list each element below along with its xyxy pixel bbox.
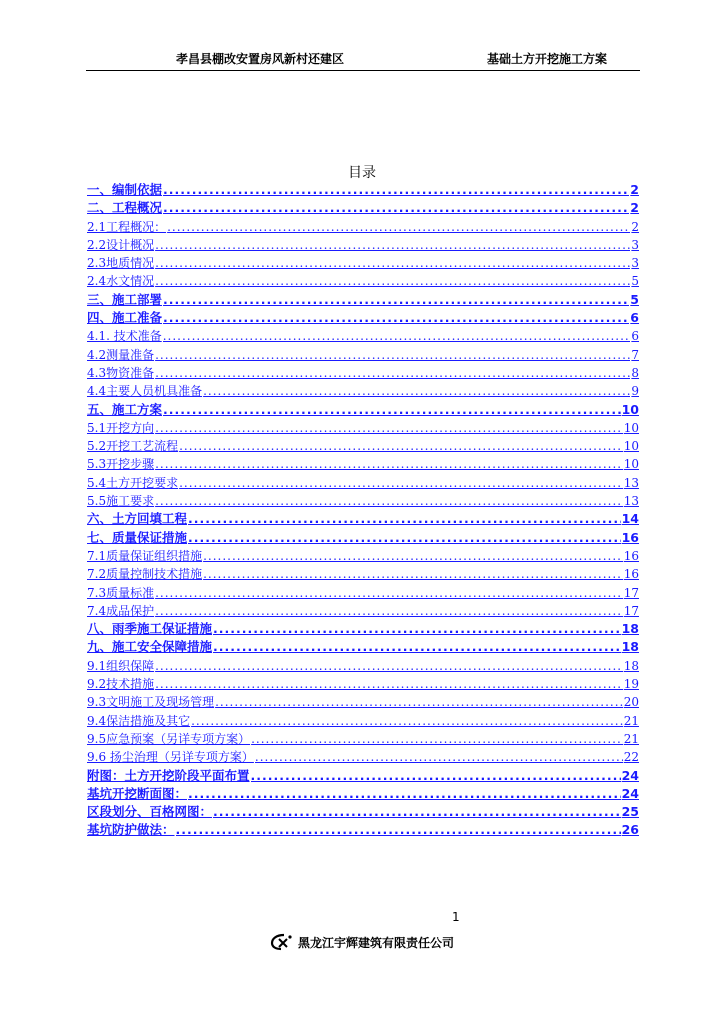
toc-entry-page: 9 bbox=[631, 384, 639, 399]
toc-entry-label: 9.6 扬尘治理（另详专项方案） bbox=[87, 750, 254, 765]
toc-entry[interactable] bbox=[87, 584, 639, 602]
toc-leader-dots bbox=[251, 767, 621, 785]
page-footer bbox=[270, 932, 454, 952]
toc-entry-page: 8 bbox=[631, 365, 639, 380]
toc-leader-dots bbox=[191, 712, 623, 730]
toc-leader-dots bbox=[155, 346, 630, 364]
toc-entry[interactable] bbox=[87, 181, 639, 199]
toc-entry-page: 2 bbox=[631, 219, 639, 234]
toc-entry[interactable] bbox=[87, 803, 639, 821]
toc-entry-label: 5.4土方开挖要求 bbox=[87, 475, 179, 490]
toc-entry[interactable] bbox=[87, 272, 639, 290]
page-header bbox=[0, 50, 724, 70]
toc-entry-page: 18 bbox=[623, 658, 639, 673]
toc-entry-label: 附图：土方开挖阶段平面布置 bbox=[87, 767, 250, 783]
toc-entry[interactable] bbox=[87, 748, 639, 766]
toc-leader-dots bbox=[179, 437, 623, 455]
header-divider bbox=[86, 70, 640, 71]
toc-entry-page: 17 bbox=[623, 585, 639, 600]
toc-entry[interactable] bbox=[87, 346, 639, 364]
toc-entry[interactable] bbox=[87, 455, 639, 473]
toc-entry[interactable] bbox=[87, 254, 639, 272]
toc-leader-dots bbox=[215, 693, 623, 711]
toc-leader-dots bbox=[203, 547, 623, 565]
toc-entry-label: 区段划分、百格网图： bbox=[87, 804, 213, 820]
toc-entry-page: 10 bbox=[623, 457, 639, 472]
toc-entry-page: 10 bbox=[623, 420, 639, 435]
toc-entry-page: 6 bbox=[631, 329, 639, 344]
toc-entry-label: 7.4成品保护 bbox=[87, 603, 155, 618]
toc-entry-page: 2 bbox=[630, 200, 639, 216]
toc-leader-dots bbox=[167, 218, 630, 236]
toc-entry-page: 10 bbox=[623, 439, 639, 454]
toc-entry-label: 9.5应急预案（另详专项方案） bbox=[87, 731, 251, 746]
toc-leader-dots bbox=[155, 657, 623, 675]
toc-entry[interactable] bbox=[87, 291, 639, 309]
toc-entry[interactable] bbox=[87, 675, 639, 693]
toc-entry-page: 19 bbox=[623, 677, 639, 692]
toc-entry[interactable] bbox=[87, 693, 639, 711]
toc-entry-label: 一、编制依据 bbox=[87, 182, 163, 197]
toc-entry[interactable] bbox=[87, 712, 639, 730]
toc-leader-dots bbox=[155, 584, 623, 602]
header-document-title: 基础土方开挖施工方案 bbox=[487, 52, 608, 66]
toc-leader-dots bbox=[213, 638, 621, 656]
toc-entry-page: 14 bbox=[621, 511, 639, 527]
toc-entry-page: 17 bbox=[623, 603, 639, 618]
toc-entry[interactable] bbox=[87, 437, 639, 455]
toc-entry-page: 13 bbox=[623, 494, 639, 509]
toc-leader-dots bbox=[155, 364, 630, 382]
toc-entry-label: 9.3文明施工及现场管理 bbox=[87, 695, 215, 710]
toc-entry-page: 10 bbox=[621, 401, 639, 417]
toc-entry-label: 基坑防护做法： bbox=[87, 822, 175, 838]
toc-entry-label: 2.3地质情况 bbox=[87, 256, 155, 271]
toc-entry-label: 2.4水文情况 bbox=[87, 274, 155, 289]
toc-entry-label: 基坑开挖断面图： bbox=[87, 785, 188, 801]
toc-entry-page: 2 bbox=[630, 182, 639, 197]
toc-entry-label: 四、施工准备 bbox=[87, 310, 163, 326]
toc-leader-dots bbox=[255, 748, 623, 766]
toc-leader-dots bbox=[203, 565, 623, 583]
toc-entry-page: 26 bbox=[621, 822, 639, 838]
toc-leader-dots bbox=[155, 455, 623, 473]
toc-entry-label: 5.2开挖工艺流程 bbox=[87, 439, 179, 454]
toc-entry[interactable] bbox=[87, 767, 639, 785]
toc-leader-dots bbox=[163, 401, 621, 419]
toc-leader-dots bbox=[155, 419, 623, 437]
table-of-contents bbox=[87, 181, 639, 840]
toc-entry[interactable] bbox=[87, 510, 639, 528]
toc-leader-dots bbox=[176, 821, 621, 839]
toc-entry[interactable] bbox=[87, 547, 639, 565]
toc-entry-label: 2.2设计概况 bbox=[87, 237, 155, 252]
toc-leader-dots bbox=[163, 291, 629, 309]
toc-entry-page: 20 bbox=[623, 695, 639, 710]
toc-entry-label: 五、施工方案 bbox=[87, 401, 163, 417]
toc-title: 目录 bbox=[348, 165, 376, 181]
toc-leader-dots bbox=[155, 602, 623, 620]
toc-entry-label: 4.4主要人员机具准备 bbox=[87, 384, 203, 399]
toc-leader-dots bbox=[251, 730, 623, 748]
toc-entry-label: 9.4保洁措施及其它 bbox=[87, 713, 191, 728]
toc-entry-label: 7.2质量控制技术措施 bbox=[87, 567, 203, 582]
toc-leader-dots bbox=[155, 492, 623, 510]
toc-entry[interactable] bbox=[87, 565, 639, 583]
toc-entry-page: 22 bbox=[623, 750, 639, 765]
toc-entry-page: 18 bbox=[621, 639, 639, 655]
toc-entry-page: 18 bbox=[621, 621, 639, 637]
toc-entry-page: 25 bbox=[621, 804, 639, 820]
toc-entry-page: 3 bbox=[631, 256, 639, 271]
toc-entry-page: 13 bbox=[623, 475, 639, 490]
toc-entry[interactable] bbox=[87, 730, 639, 748]
toc-leader-dots bbox=[163, 309, 629, 327]
toc-entry[interactable] bbox=[87, 401, 639, 419]
toc-entry-label: 5.3开挖步骤 bbox=[87, 457, 155, 472]
toc-entry[interactable] bbox=[87, 474, 639, 492]
toc-entry[interactable] bbox=[87, 199, 639, 217]
toc-leader-dots bbox=[188, 510, 621, 528]
toc-entry[interactable] bbox=[87, 785, 639, 803]
toc-entry-label: 7.1质量保证组织措施 bbox=[87, 548, 203, 563]
toc-entry-label: 三、施工部署 bbox=[87, 291, 163, 307]
toc-leader-dots bbox=[188, 529, 621, 547]
toc-entry-label: 七、质量保证措施 bbox=[87, 529, 188, 545]
toc-leader-dots bbox=[203, 382, 630, 400]
toc-entry[interactable] bbox=[87, 821, 639, 839]
toc-leader-dots bbox=[163, 327, 631, 345]
toc-entry-page: 16 bbox=[623, 548, 639, 563]
toc-entry-label: 二、工程概况 bbox=[87, 200, 163, 216]
toc-leader-dots bbox=[163, 199, 629, 217]
toc-entry-page: 24 bbox=[621, 785, 639, 801]
toc-entry-label: 4.2测量准备 bbox=[87, 347, 155, 362]
toc-entry[interactable] bbox=[87, 620, 639, 638]
toc-entry[interactable] bbox=[87, 382, 639, 400]
toc-entry-page: 7 bbox=[631, 347, 639, 362]
toc-entry-page: 16 bbox=[623, 567, 639, 582]
toc-entry-page: 5 bbox=[631, 274, 639, 289]
toc-entry-page: 16 bbox=[621, 529, 639, 545]
toc-entry[interactable] bbox=[87, 602, 639, 620]
toc-leader-dots bbox=[213, 620, 621, 638]
company-logo-icon bbox=[270, 933, 294, 951]
toc-entry[interactable] bbox=[87, 236, 639, 254]
header-project-name: 孝昌县棚改安置房风新村还建区 bbox=[176, 52, 345, 66]
toc-entry-label: 9.2技术措施 bbox=[87, 677, 155, 692]
toc-leader-dots bbox=[155, 254, 630, 272]
toc-entry-label: 2.1工程概况： bbox=[87, 219, 167, 234]
toc-entry-label: 4.1. 技术准备 bbox=[87, 329, 162, 344]
toc-entry-label: 六、土方回填工程 bbox=[87, 511, 188, 527]
toc-entry-label: 7.3质量标准 bbox=[87, 585, 155, 600]
toc-entry-label: 5.1开挖方向 bbox=[87, 420, 155, 435]
company-name: 黑龙江宇辉建筑有限责任公司 bbox=[298, 935, 455, 950]
toc-entry[interactable] bbox=[87, 309, 639, 327]
toc-entry[interactable] bbox=[87, 327, 639, 345]
toc-leader-dots bbox=[188, 785, 621, 803]
toc-entry-label: 九、施工安全保障措施 bbox=[87, 639, 213, 655]
toc-leader-dots bbox=[155, 272, 630, 290]
toc-entry-page: 6 bbox=[630, 310, 639, 326]
toc-entry[interactable] bbox=[87, 218, 639, 236]
toc-entry[interactable] bbox=[87, 492, 639, 510]
toc-entry-page: 21 bbox=[623, 731, 639, 746]
toc-entry[interactable] bbox=[87, 529, 639, 547]
toc-entry-page: 5 bbox=[630, 291, 639, 307]
toc-entry-page: 3 bbox=[631, 237, 639, 252]
toc-leader-dots bbox=[179, 474, 623, 492]
toc-leader-dots bbox=[213, 803, 621, 821]
toc-entry-label: 9.1组织保障 bbox=[87, 658, 155, 673]
toc-entry-label: 八、雨季施工保证措施 bbox=[87, 621, 213, 637]
toc-leader-dots bbox=[155, 675, 623, 693]
toc-leader-dots bbox=[163, 181, 629, 199]
toc-entry[interactable] bbox=[87, 638, 639, 656]
toc-entry[interactable] bbox=[87, 657, 639, 675]
toc-entry[interactable] bbox=[87, 364, 639, 382]
toc-leader-dots bbox=[155, 236, 630, 254]
toc-entry[interactable] bbox=[87, 419, 639, 437]
page-number: 1 bbox=[452, 910, 460, 924]
toc-entry-page: 21 bbox=[623, 713, 639, 728]
toc-entry-page: 24 bbox=[621, 767, 639, 783]
toc-entry-label: 4.3物资准备 bbox=[87, 365, 155, 380]
toc-entry-label: 5.5施工要求 bbox=[87, 494, 155, 509]
